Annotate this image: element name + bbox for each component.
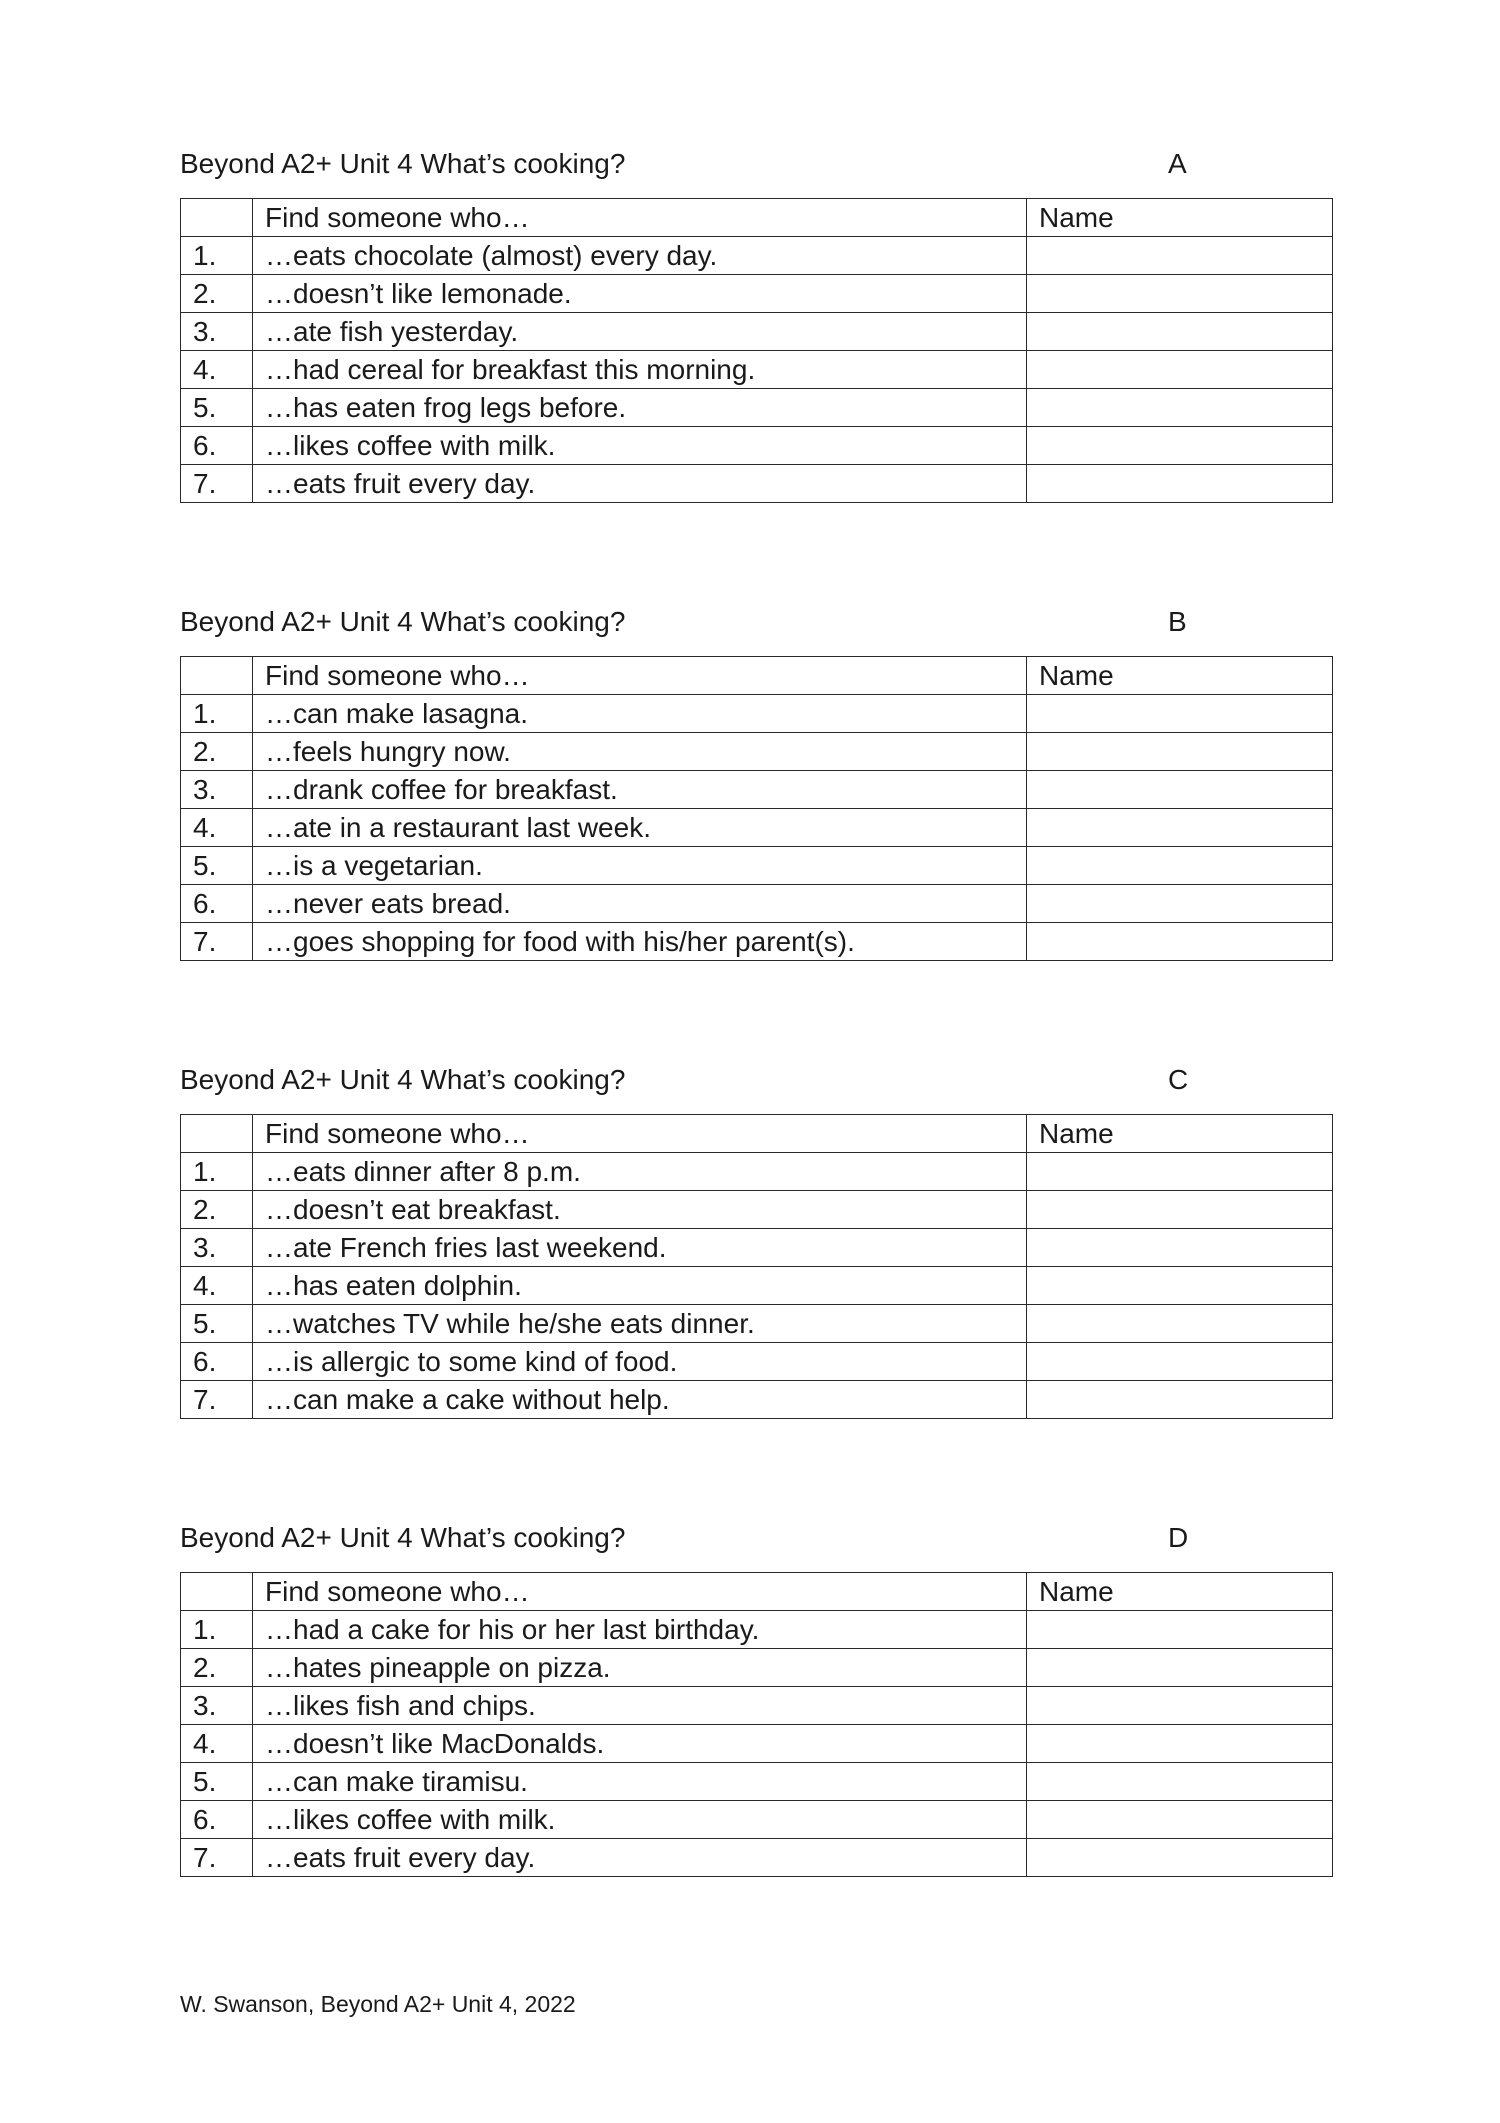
- row-prompt: …doesn’t eat breakfast.: [253, 1191, 1027, 1229]
- table-row: [181, 1725, 1333, 1763]
- prompt-header-cell: Find someone who…: [253, 1115, 1027, 1153]
- row-prompt: …is a vegetarian.: [253, 847, 1027, 885]
- name-cell[interactable]: [1027, 1725, 1333, 1763]
- section-letter: B: [1168, 606, 1187, 637]
- row-prompt: …likes fish and chips.: [253, 1687, 1027, 1725]
- row-prompt: …eats dinner after 8 p.m.: [253, 1153, 1027, 1191]
- row-prompt: …ate French fries last weekend.: [253, 1229, 1027, 1267]
- row-number: 1.: [181, 695, 253, 733]
- row-prompt: …eats fruit every day.: [253, 1839, 1027, 1877]
- row-number: 3.: [181, 313, 253, 351]
- table-row: [181, 237, 1333, 275]
- name-cell[interactable]: [1027, 1267, 1333, 1305]
- table-row: [181, 1229, 1333, 1267]
- row-number: 3.: [181, 771, 253, 809]
- row-prompt: …had a cake for his or her last birthday.: [253, 1611, 1027, 1649]
- row-number: 3.: [181, 1229, 253, 1267]
- section-header: [180, 1518, 1332, 1558]
- worksheet-section-a: [180, 144, 1332, 499]
- find-someone-who-table: [180, 656, 1333, 961]
- name-cell[interactable]: [1027, 1801, 1333, 1839]
- table-row: [181, 1763, 1333, 1801]
- table-header-row: [181, 1115, 1333, 1153]
- table-row: [181, 389, 1333, 427]
- table-header-row: [181, 199, 1333, 237]
- table-header-row: [181, 1573, 1333, 1611]
- table-row: [181, 427, 1333, 465]
- table-row: [181, 1267, 1333, 1305]
- section-title: Beyond A2+ Unit 4 What’s cooking?: [180, 606, 626, 637]
- name-cell[interactable]: [1027, 1343, 1333, 1381]
- number-header-cell: [181, 657, 253, 695]
- row-number: 2.: [181, 1191, 253, 1229]
- row-number: 2.: [181, 1649, 253, 1687]
- row-number: 5.: [181, 1305, 253, 1343]
- table-row: [181, 695, 1333, 733]
- row-prompt: …doesn’t like MacDonalds.: [253, 1725, 1027, 1763]
- name-cell[interactable]: [1027, 771, 1333, 809]
- row-number: 5.: [181, 1763, 253, 1801]
- row-number: 4.: [181, 1725, 253, 1763]
- table-row: [181, 847, 1333, 885]
- row-number: 7.: [181, 1839, 253, 1877]
- table-row: [181, 313, 1333, 351]
- table-row: [181, 885, 1333, 923]
- name-cell[interactable]: [1027, 313, 1333, 351]
- name-cell[interactable]: [1027, 1611, 1333, 1649]
- name-cell[interactable]: [1027, 1305, 1333, 1343]
- table-row: [181, 1611, 1333, 1649]
- row-number: 3.: [181, 1687, 253, 1725]
- name-cell[interactable]: [1027, 1839, 1333, 1877]
- row-number: 1.: [181, 237, 253, 275]
- table-row: [181, 1801, 1333, 1839]
- name-cell[interactable]: [1027, 275, 1333, 313]
- row-prompt: …hates pineapple on pizza.: [253, 1649, 1027, 1687]
- row-number: 7.: [181, 465, 253, 503]
- name-cell[interactable]: [1027, 847, 1333, 885]
- section-header: [180, 1060, 1332, 1100]
- name-cell[interactable]: [1027, 237, 1333, 275]
- row-number: 4.: [181, 1267, 253, 1305]
- table-row: [181, 733, 1333, 771]
- row-number: 4.: [181, 351, 253, 389]
- row-prompt: …ate fish yesterday.: [253, 313, 1027, 351]
- number-header-cell: [181, 199, 253, 237]
- table-row: [181, 1687, 1333, 1725]
- row-prompt: …is allergic to some kind of food.: [253, 1343, 1027, 1381]
- name-cell[interactable]: [1027, 465, 1333, 503]
- name-cell[interactable]: [1027, 1229, 1333, 1267]
- table-row: [181, 275, 1333, 313]
- name-header-cell: Name: [1027, 657, 1333, 695]
- section-header: [180, 144, 1332, 184]
- row-prompt: …eats chocolate (almost) every day.: [253, 237, 1027, 275]
- row-number: 6.: [181, 885, 253, 923]
- row-number: 1.: [181, 1153, 253, 1191]
- row-prompt: …eats fruit every day.: [253, 465, 1027, 503]
- prompt-header-cell: Find someone who…: [253, 1573, 1027, 1611]
- name-cell[interactable]: [1027, 923, 1333, 961]
- name-header-cell: Name: [1027, 199, 1333, 237]
- section-title: Beyond A2+ Unit 4 What’s cooking?: [180, 1064, 626, 1095]
- row-prompt: …drank coffee for breakfast.: [253, 771, 1027, 809]
- section-title: Beyond A2+ Unit 4 What’s cooking?: [180, 1522, 626, 1553]
- worksheet-section-d: [180, 1518, 1332, 1873]
- row-prompt: …can make lasagna.: [253, 695, 1027, 733]
- name-cell[interactable]: [1027, 1381, 1333, 1419]
- prompt-header-cell: Find someone who…: [253, 657, 1027, 695]
- worksheet-section-b: [180, 602, 1332, 957]
- table-row: [181, 1305, 1333, 1343]
- table-row: [181, 1191, 1333, 1229]
- section-letter: D: [1168, 1522, 1189, 1553]
- table-row: [181, 771, 1333, 809]
- row-number: 6.: [181, 1343, 253, 1381]
- prompt-header-cell: Find someone who…: [253, 199, 1027, 237]
- row-prompt: …likes coffee with milk.: [253, 427, 1027, 465]
- name-cell[interactable]: [1027, 1687, 1333, 1725]
- name-cell[interactable]: [1027, 695, 1333, 733]
- row-number: 2.: [181, 275, 253, 313]
- section-letter: C: [1168, 1064, 1189, 1095]
- row-prompt: …likes coffee with milk.: [253, 1801, 1027, 1839]
- row-number: 2.: [181, 733, 253, 771]
- row-prompt: …goes shopping for food with his/her parent(s).: [253, 923, 1027, 961]
- row-prompt: …has eaten frog legs before.: [253, 389, 1027, 427]
- name-cell[interactable]: [1027, 1763, 1333, 1801]
- name-cell[interactable]: [1027, 1649, 1333, 1687]
- table-row: [181, 923, 1333, 961]
- name-cell[interactable]: [1027, 1153, 1333, 1191]
- row-prompt: …ate in a restaurant last week.: [253, 809, 1027, 847]
- row-number: 7.: [181, 923, 253, 961]
- row-number: 5.: [181, 389, 253, 427]
- page-footer: W. Swanson, Beyond A2+ Unit 4, 2022: [180, 1991, 576, 2017]
- table-row: [181, 1381, 1333, 1419]
- name-cell[interactable]: [1027, 733, 1333, 771]
- table-row: [181, 351, 1333, 389]
- section-header: [180, 602, 1332, 642]
- row-number: 5.: [181, 847, 253, 885]
- row-prompt: …can make tiramisu.: [253, 1763, 1027, 1801]
- table-row: [181, 809, 1333, 847]
- number-header-cell: [181, 1115, 253, 1153]
- table-row: [181, 1343, 1333, 1381]
- row-number: 4.: [181, 809, 253, 847]
- name-cell[interactable]: [1027, 427, 1333, 465]
- worksheet-section-c: [180, 1060, 1332, 1415]
- section-title: Beyond A2+ Unit 4 What’s cooking?: [180, 148, 626, 179]
- row-prompt: …can make a cake without help.: [253, 1381, 1027, 1419]
- find-someone-who-table: [180, 198, 1333, 503]
- name-header-cell: Name: [1027, 1573, 1333, 1611]
- name-cell[interactable]: [1027, 885, 1333, 923]
- row-prompt: …had cereal for breakfast this morning.: [253, 351, 1027, 389]
- table-row: [181, 1649, 1333, 1687]
- row-number: 1.: [181, 1611, 253, 1649]
- row-number: 6.: [181, 427, 253, 465]
- row-prompt: …doesn’t like lemonade.: [253, 275, 1027, 313]
- row-prompt: …feels hungry now.: [253, 733, 1027, 771]
- row-number: 7.: [181, 1381, 253, 1419]
- table-header-row: [181, 657, 1333, 695]
- table-row: [181, 1839, 1333, 1877]
- table-row: [181, 1153, 1333, 1191]
- find-someone-who-table: [180, 1572, 1333, 1877]
- row-prompt: …never eats bread.: [253, 885, 1027, 923]
- name-cell[interactable]: [1027, 1191, 1333, 1229]
- row-prompt: …watches TV while he/she eats dinner.: [253, 1305, 1027, 1343]
- name-cell[interactable]: [1027, 351, 1333, 389]
- name-cell[interactable]: [1027, 809, 1333, 847]
- section-letter: A: [1168, 148, 1187, 179]
- name-header-cell: Name: [1027, 1115, 1333, 1153]
- name-cell[interactable]: [1027, 389, 1333, 427]
- number-header-cell: [181, 1573, 253, 1611]
- row-number: 6.: [181, 1801, 253, 1839]
- row-prompt: …has eaten dolphin.: [253, 1267, 1027, 1305]
- table-row: [181, 465, 1333, 503]
- find-someone-who-table: [180, 1114, 1333, 1419]
